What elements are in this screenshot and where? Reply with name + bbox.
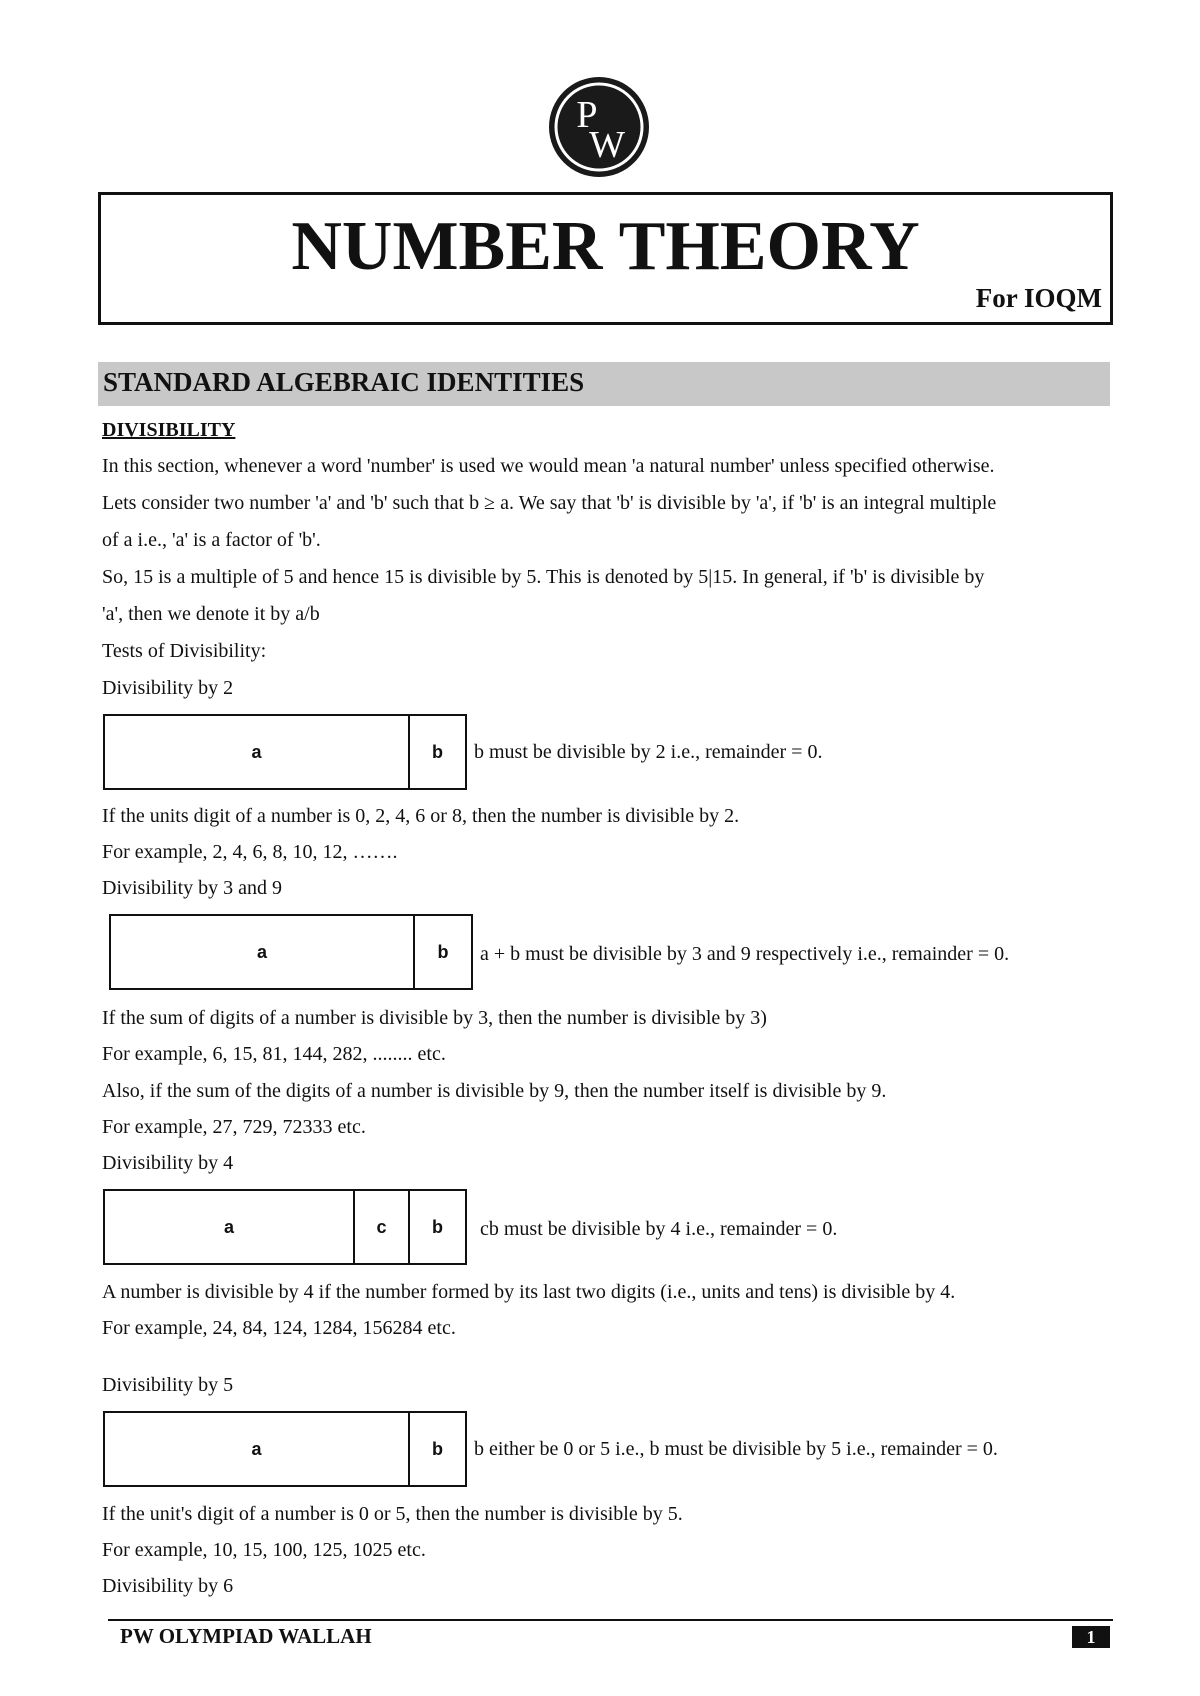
explanation-line: If the unit's digit of a number is 0 or 5, then the number is divisible by 5. bbox=[102, 1503, 683, 1525]
page-number: 1 bbox=[1072, 1626, 1110, 1648]
digit-diagram bbox=[103, 1411, 467, 1487]
test-heading: Divisibility by 5 bbox=[102, 1374, 234, 1396]
rule-text: b must be divisible by 2 i.e., remainder = 0. bbox=[474, 741, 823, 763]
pw-logo-icon bbox=[547, 75, 651, 179]
explanation-line: Also, if the sum of the digits of a number is divisible by 9, then the number itself is divisible by 9. bbox=[102, 1080, 887, 1102]
digit-cell: b bbox=[408, 1191, 465, 1263]
svg-text:W: W bbox=[589, 124, 625, 166]
rule-text: b either be 0 or 5 i.e., b must be divisible by 5 i.e., remainder = 0. bbox=[474, 1438, 998, 1460]
footer-divider bbox=[108, 1619, 1113, 1621]
digit-cell: b bbox=[408, 1413, 465, 1485]
example-line: For example, 6, 15, 81, 144, 282, ........ etc. bbox=[102, 1043, 446, 1065]
test-heading: Divisibility by 4 bbox=[102, 1152, 234, 1174]
divisibility-heading: DIVISIBILITY bbox=[102, 419, 236, 441]
explanation-line: If the sum of digits of a number is divisible by 3, then the number is divisible by 3) bbox=[102, 1007, 767, 1029]
example-line: For example, 27, 729, 72333 etc. bbox=[102, 1116, 366, 1138]
test-heading: Divisibility by 2 bbox=[102, 677, 234, 699]
digit-cell: b bbox=[413, 916, 471, 988]
digit-diagram bbox=[103, 1189, 467, 1265]
digit-cell: a bbox=[256, 941, 267, 962]
digit-cell: c bbox=[353, 1191, 408, 1263]
footer-brand: PW OLYMPIAD WALLAH bbox=[120, 1624, 372, 1648]
test-heading: Divisibility by 6 bbox=[102, 1575, 234, 1597]
svg-text:P: P bbox=[576, 94, 598, 136]
intro-line: Lets consider two number 'a' and 'b' such that b ≥ a. We say that 'b' is divisible by 'a', if 'b' is an integral multiple bbox=[102, 492, 997, 514]
intro-line: Tests of Divisibility: bbox=[102, 640, 267, 662]
example-line: For example, 24, 84, 124, 1284, 156284 etc. bbox=[102, 1317, 456, 1339]
page-title: NUMBER THEORY bbox=[291, 208, 920, 285]
intro-line: So, 15 is a multiple of 5 and hence 15 is divisible by 5. This is denoted by 5|15. In general, if 'b' is divisible by bbox=[102, 566, 985, 588]
explanation-line: If the units digit of a number is 0, 2, 4, 6 or 8, then the number is divisible by 2. bbox=[102, 805, 740, 827]
intro-line: 'a', then we denote it by a/b bbox=[102, 603, 320, 625]
intro-line: In this section, whenever a word 'number' is used we would mean 'a natural number' unless specified otherwise. bbox=[102, 455, 995, 477]
rule-text: cb must be divisible by 4 i.e., remainder = 0. bbox=[480, 1218, 838, 1240]
digit-cell: a bbox=[251, 1438, 262, 1459]
example-line: For example, 2, 4, 6, 8, 10, 12, ……. bbox=[102, 841, 398, 863]
rule-text: a + b must be divisible by 3 and 9 respectively i.e., remainder = 0. bbox=[480, 943, 1010, 965]
digit-cell: a bbox=[223, 1216, 234, 1237]
section-title: STANDARD ALGEBRAIC IDENTITIES bbox=[103, 367, 585, 397]
example-line: For example, 10, 15, 100, 125, 1025 etc. bbox=[102, 1539, 426, 1561]
digit-diagram bbox=[109, 914, 473, 990]
digit-cell: b bbox=[408, 716, 465, 788]
explanation-line: A number is divisible by 4 if the number formed by its last two digits (i.e., units and tens) is divisible by 4. bbox=[102, 1281, 956, 1303]
intro-line: of a i.e., 'a' is a factor of 'b'. bbox=[102, 529, 321, 551]
digit-diagram bbox=[103, 714, 467, 790]
section-header bbox=[98, 362, 1110, 406]
page-subtitle: For IOQM bbox=[975, 283, 1102, 313]
digit-cell: a bbox=[251, 741, 262, 762]
title-box bbox=[98, 192, 1113, 325]
test-heading: Divisibility by 3 and 9 bbox=[102, 877, 282, 899]
